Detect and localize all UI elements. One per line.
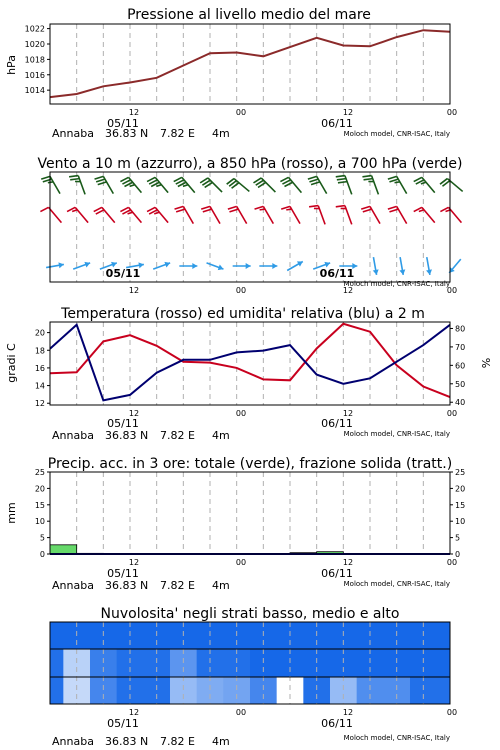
precip-x-tick-3: 00 [446,558,458,567]
wind850-barb-4 [147,207,168,222]
pressure-date-1: 05/11 [107,117,139,130]
precip-y-tick-label: 25 [34,468,45,477]
precip-y-ticks [35,468,50,559]
cloud-cell-basso-14 [410,677,437,704]
precip-x-tick-2: 12 [342,558,354,567]
temperature-x-tick-3: 00 [446,409,458,418]
temperature-y-tick-label: 14 [34,381,45,391]
wind700-barb-0 [41,176,60,193]
temperature-x-tick-1: 00 [235,409,247,418]
precip-y-right-tick-label: 20 [455,484,466,494]
wind10-barb-1 [73,262,90,269]
precip-bar-0 [50,545,77,554]
pressure-location-lat: 36.83 N [105,127,149,140]
wind700-barb-7 [227,179,250,192]
cloud-x-tick-0: 12 [128,708,140,717]
pressure-x-tick-2: 12 [342,108,354,117]
temperature-y-tick-label: 18 [34,346,45,356]
pressure-location-alt: 4m [212,127,230,140]
wind10-barb-7 [233,263,251,269]
cloud-x-tick-3: 00 [446,708,458,717]
temperature-location-lon: 7.82 E [160,429,195,442]
cloud-cell-basso-2 [90,677,117,704]
precip-plot-frame [50,472,450,554]
wind10-barb-6 [207,263,224,270]
wind850-barb-2 [94,207,115,222]
cloud-cell-alto-15 [437,622,450,649]
wind850-barb-0 [40,207,61,222]
cloud-x-tick-2: 12 [342,708,354,717]
precip-location-alt: 4m [212,579,230,592]
wind10-barb-12 [373,257,379,275]
precip-bars [50,545,450,554]
wind850-barb-6 [201,206,220,223]
wind10-barb-4 [153,262,170,269]
wind10-barb-15 [449,259,461,273]
wind-x-tick-3: 00 [446,286,458,295]
cloud-cell-basso-7 [223,677,250,704]
cloud-title: Nuvolosita' negli strati basso, medio e alto [100,606,400,622]
temperature-y-tick-label: 16 [34,363,45,373]
precip-y-tick-label: 0 [39,550,45,559]
precip-y-right-tick-label: 5 [455,533,461,543]
precip-y-tick-label: 15 [34,500,45,510]
pressure-y-tick-label: 1018 [24,55,45,65]
wind700-barb-15 [440,179,463,192]
precip-y-right-tick-label: 10 [455,517,466,527]
temperature-plot-frame [50,322,450,405]
pressure-grid [77,24,424,104]
wind700-barb-3 [120,177,141,192]
temperature-title: Temperatura (rosso) ed umidita' relativa (blu) a 2 m [61,306,425,322]
cloud-date-1: 05/11 [107,717,139,730]
humidity-series-line [50,325,450,401]
cloud-cell-basso-10 [303,677,330,704]
temperature-x-tick-0: 12 [128,409,140,418]
wind850-barb-1 [67,207,88,222]
cloud-cell-alto-0 [50,622,64,649]
cloud-x-tick-1: 00 [235,708,247,717]
pressure-y-tick-label: 1016 [24,70,45,80]
wind-date-2: 06/11 [319,267,355,280]
humidity-y-tick-label: 40 [455,398,466,408]
cloud-cell-medio-15 [437,649,450,677]
wind850-barb-14 [414,207,435,222]
wind700-barb-2 [95,176,114,193]
precip-y-right-tick-label: 15 [455,500,466,510]
precip-ylabel: mm [5,502,18,524]
cloud-date-2: 06/11 [321,717,353,730]
precip-date-1: 05/11 [107,567,139,580]
temperature-panel [5,306,493,442]
temperature-location-name: Annaba [52,429,94,442]
cloud-cells [50,622,450,704]
pressure-x-ticks [129,108,457,117]
precip-model-credit: Moloch model, CNR-ISAC, Italy [343,580,450,588]
precip-y-right-tick-label: 0 [455,550,461,559]
wind10-barb-8 [259,263,277,269]
cloud-model-credit: Moloch model, CNR-ISAC, Italy [343,734,450,742]
cloud-cell-basso-5 [170,677,197,704]
temperature-x-ticks [129,409,457,418]
precip-y-tick-label: 20 [34,484,45,494]
wind700-barb-13 [388,176,407,193]
cloud-cell-basso-13 [383,677,410,704]
wind-x-tick-2: 12 [342,286,354,295]
cloud-x-ticks [129,708,457,717]
precip-y-tick-label: 5 [39,533,45,543]
temperature-location-alt: 4m [212,429,230,442]
cloud-cell-basso-9 [277,677,304,704]
precip-grid [77,472,424,554]
wind850-barb-12 [361,206,380,223]
precip-location-name: Annaba [52,579,94,592]
temperature-y-tick-label: 12 [34,399,45,409]
cloud-cell-basso-3 [117,677,144,704]
humidity-y-tick-label: 70 [455,342,466,352]
wind850-barb-9 [281,206,300,223]
temperature-date-1: 05/11 [107,417,139,430]
wind-x-tick-1: 00 [235,286,247,295]
precip-y-tick-label: 10 [34,517,45,527]
cloud-location-alt: 4m [212,735,230,748]
wind850-barb-7 [228,206,247,223]
cloud-cell-basso-12 [357,677,384,704]
pressure-ylabel: hPa [5,55,18,75]
temperature-date-2: 06/11 [321,417,353,430]
precip-title: Precip. acc. in 3 ore: totale (verde), frazione solida (tratt.) [47,456,453,472]
humidity-ylabel: % [480,357,493,369]
temperature-y-tick-label: 20 [34,328,45,338]
pressure-y-tick-label: 1022 [24,24,45,34]
cloud-cell-medio-0 [50,649,64,677]
wind-date-1: 05/11 [105,267,141,280]
temperature-model-credit: Moloch model, CNR-ISAC, Italy [343,430,450,438]
wind700-barb-6 [200,178,222,192]
cloud-cell-basso-4 [143,677,170,704]
pressure-y-tick-label: 1020 [24,40,45,49]
pressure-model-credit: Moloch model, CNR-ISAC, Italy [343,130,450,138]
pressure-panel [5,7,457,140]
wind-title: Vento a 10 m (azzurro), a 850 hPa (rosso), a 700 hPa (verde) [37,156,463,172]
cloud-location-name: Annaba [52,735,94,748]
cloud-cell-basso-6 [197,677,224,704]
wind700-barb-4 [147,177,168,192]
pressure-x-tick-1: 00 [235,108,247,117]
pressure-plot-frame [50,24,450,104]
precip-x-tick-0: 12 [128,558,140,567]
cloud-cell-basso-11 [330,677,357,704]
wind850-barb-13 [388,206,407,223]
precip-y-right-tick-label: 25 [455,468,466,477]
wind850-barb-15 [440,207,461,222]
pressure-x-tick-3: 00 [446,108,458,117]
wind10-barb-13 [399,257,405,275]
cloud-panel [50,606,457,748]
cloud-cell-basso-15 [437,677,450,704]
precip-panel [5,456,465,592]
temperature-location-lat: 36.83 N [105,429,149,442]
wind-x-tick-0: 12 [128,286,140,295]
wind-panel [37,156,462,295]
precip-location-lat: 36.83 N [105,579,149,592]
temperature-series-line [50,324,450,397]
humidity-y-tick-label: 80 [455,324,466,334]
precip-location-lon: 7.82 E [160,579,195,592]
temperature-y-ticks [35,329,50,409]
humidity-y-tick-label: 60 [455,361,466,371]
temperature-ylabel: gradi C [5,343,18,383]
pressure-title: Pressione al livello medio del mare [127,7,371,23]
precip-y-ticks-right [450,468,465,559]
wind10-barb-5 [179,263,197,269]
precip-x-ticks [129,558,457,567]
humidity-y-ticks [450,324,465,407]
wind850-barb-3 [120,207,141,222]
cloud-location-lat: 36.83 N [105,735,149,748]
wind700-barb-8 [253,178,275,192]
wind-model-credit: Moloch model, CNR-ISAC, Italy [343,280,450,288]
temperature-x-tick-2: 12 [342,409,354,418]
wind700-barb-14 [414,177,435,192]
wind850-barb-5 [175,206,194,223]
pressure-location-name: Annaba [52,127,94,140]
wind10-barb-0 [46,262,64,268]
cloud-cell-basso-1 [63,677,90,704]
wind700-barb-10 [308,176,327,193]
pressure-y-tick-label: 1014 [24,86,45,96]
cloud-cell-basso-8 [250,677,277,704]
pressure-x-tick-0: 12 [128,108,140,117]
wind700-barb-5 [174,177,195,192]
pressure-series-line [50,30,450,97]
wind700-barb-9 [280,177,301,192]
precip-x-tick-1: 00 [235,558,247,567]
wind850-barb-8 [255,206,274,223]
cloud-cell-basso-0 [50,677,64,704]
cloud-location-lon: 7.82 E [160,735,195,748]
pressure-date-2: 06/11 [321,117,353,130]
wind10-barb-14 [426,257,432,275]
precip-date-2: 06/11 [321,567,353,580]
humidity-y-tick-label: 50 [455,379,466,389]
pressure-y-ticks [25,25,50,96]
pressure-location-lon: 7.82 E [160,127,195,140]
